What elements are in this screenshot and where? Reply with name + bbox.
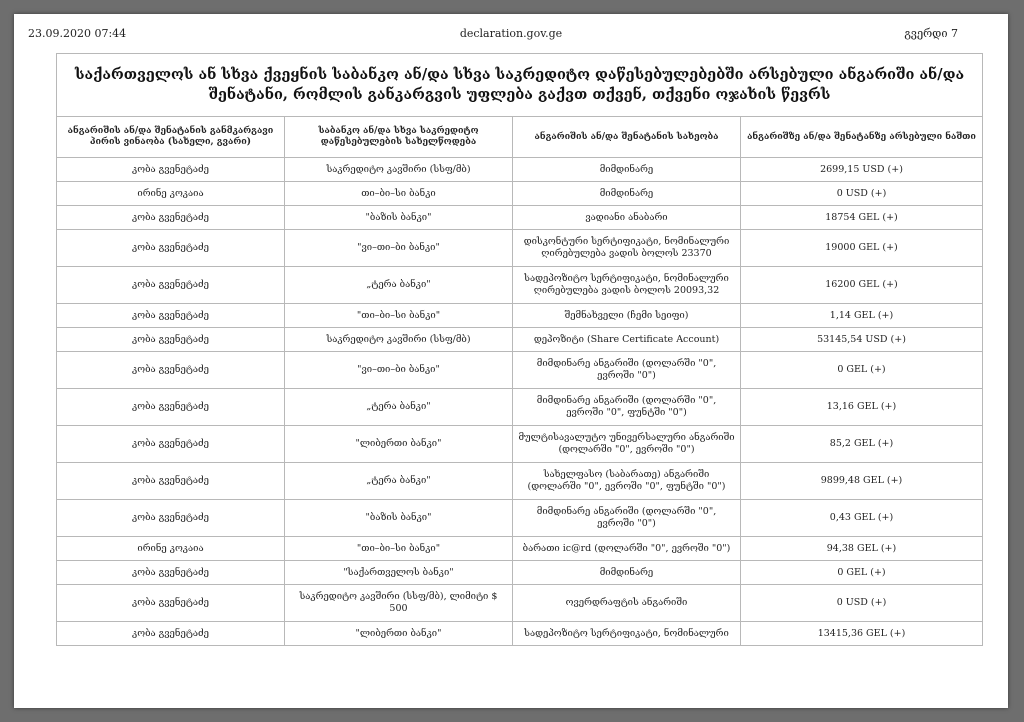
cell-balance: 13,16 GEL (+) xyxy=(741,389,983,426)
cell-bank: "ვი–თი–ბი ბანკი" xyxy=(285,352,513,389)
cell-account-type: სადეპოზიტო სერტიფიკატი, ნომინალური ღირებულება ვადის ბოლოს 20093,32 xyxy=(513,267,741,304)
cell-owner: კობა გვენეტაძე xyxy=(57,304,285,328)
cell-balance: 94,38 GEL (+) xyxy=(741,537,983,561)
cell-bank: "საქართველოს ბანკი" xyxy=(285,561,513,585)
cell-balance: 53145,54 USD (+) xyxy=(741,328,983,352)
cell-account-type: მიმდინარე ანგარიში (დოლარში "0", ევროში "0", ფუნტში "0") xyxy=(513,389,741,426)
cell-bank: "ვი–თი–ბი ბანკი" xyxy=(285,230,513,267)
cell-balance: 1,14 GEL (+) xyxy=(741,304,983,328)
cell-bank: „ტერა ბანკი" xyxy=(285,267,513,304)
cell-account-type: შემნახველი (ჩემი სეიფი) xyxy=(513,304,741,328)
table-row xyxy=(57,389,983,426)
cell-account-type: ვადიანი ანაბარი xyxy=(513,206,741,230)
cell-owner: კობა გვენეტაძე xyxy=(57,389,285,426)
cell-account-type: მიმდინარე xyxy=(513,158,741,182)
cell-owner: ირინე კოკაია xyxy=(57,182,285,206)
column-header-owner: ანგარიშის ან/და შენატანის განმკარგავი პირის ვინაობა (სახელი, გვარი) xyxy=(57,117,285,158)
cell-owner: კობა გვენეტაძე xyxy=(57,267,285,304)
cell-owner: ირინე კოკაია xyxy=(57,537,285,561)
cell-bank: "თი–ბი–სი ბანკი" xyxy=(285,304,513,328)
cell-balance: 0 GEL (+) xyxy=(741,561,983,585)
cell-balance: 0,43 GEL (+) xyxy=(741,500,983,537)
cell-owner: კობა გვენეტაძე xyxy=(57,585,285,622)
cell-bank: "ბაზის ბანკი" xyxy=(285,500,513,537)
cell-bank: თი–ბი–სი ბანკი xyxy=(285,182,513,206)
cell-owner: კობა გვენეტაძე xyxy=(57,328,285,352)
cell-bank: "ბაზის ბანკი" xyxy=(285,206,513,230)
table-row xyxy=(57,561,983,585)
cell-bank: საკრედიტო კავშირი (სსფ/მბ) xyxy=(285,158,513,182)
table-row xyxy=(57,537,983,561)
table-row xyxy=(57,352,983,389)
cell-bank: "ლიბერთი ბანკი" xyxy=(285,622,513,646)
cell-balance: 13415,36 GEL (+) xyxy=(741,622,983,646)
table-row xyxy=(57,585,983,622)
cell-bank: საკრედიტო კავშირი (სსფ/მბ) xyxy=(285,328,513,352)
column-header-type: ანგარიშის ან/და შენატანის სახეობა xyxy=(513,117,741,158)
cell-balance: 9899,48 GEL (+) xyxy=(741,463,983,500)
cell-account-type: დისკონტური სერტიფიკატი, ნომინალური ღირებულება ვადის ბოლოს 23370 xyxy=(513,230,741,267)
cell-owner: კობა გვენეტაძე xyxy=(57,230,285,267)
cell-owner: კობა გვენეტაძე xyxy=(57,158,285,182)
cell-balance: 0 GEL (+) xyxy=(741,352,983,389)
cell-balance: 16200 GEL (+) xyxy=(741,267,983,304)
table-row xyxy=(57,500,983,537)
print-site: declaration.gov.ge xyxy=(459,27,563,40)
table-row xyxy=(57,206,983,230)
cell-bank: „ტერა ბანკი" xyxy=(285,463,513,500)
table-row xyxy=(57,622,983,646)
cell-bank: „ტერა ბანკი" xyxy=(285,389,513,426)
cell-bank: საკრედიტო კავშირი (სსფ/მბ), ლიმიტი $ 500 xyxy=(285,585,513,622)
cell-account-type: მიმდინარე xyxy=(513,182,741,206)
cell-account-type: ბარათი ic@rd (დოლარში "0", ევროში "0") xyxy=(513,537,741,561)
cell-owner: კობა გვენეტაძე xyxy=(57,622,285,646)
table-row xyxy=(57,426,983,463)
table-row xyxy=(57,267,983,304)
table-row xyxy=(57,158,983,182)
column-header-balance: ანგარიშზე ან/და შენატანზე არსებული ნაშთი xyxy=(741,117,983,158)
table-row xyxy=(57,304,983,328)
table-row xyxy=(57,182,983,206)
table-row xyxy=(57,230,983,267)
cell-owner: კობა გვენეტაძე xyxy=(57,206,285,230)
cell-balance: 0 USD (+) xyxy=(741,585,983,622)
print-datetime: 23.09.2020 07:44 xyxy=(28,27,127,40)
table-row xyxy=(57,328,983,352)
table-body xyxy=(57,158,983,646)
page-number: გვერდი 7 xyxy=(904,27,958,40)
cell-owner: კობა გვენეტაძე xyxy=(57,426,285,463)
document-page xyxy=(14,14,1008,708)
cell-account-type: მიმდინარე ანგარიში (დოლარში "0", ევროში "0") xyxy=(513,352,741,389)
cell-owner: კობა გვენეტაძე xyxy=(57,352,285,389)
cell-balance: 19000 GEL (+) xyxy=(741,230,983,267)
table-title: საქართველოს ან სხვა ქვეყნის საბანკო ან/და სხვა საკრედიტო დაწესებულებებში არსებული ანგარიში ან/და შენატანი, რომლის განკარგვის უფლება გაქვთ თქვენ, თქვენი ოჯახის წევრს xyxy=(57,54,983,117)
cell-balance: 2699,15 USD (+) xyxy=(741,158,983,182)
table-row xyxy=(57,463,983,500)
cell-account-type: სახელფასო (საბარათე) ანგარიში (დოლარში "0", ევროში "0", ფუნტში "0") xyxy=(513,463,741,500)
cell-owner: კობა გვენეტაძე xyxy=(57,500,285,537)
cell-account-type: სადეპოზიტო სერტიფიკატი, ნომინალური xyxy=(513,622,741,646)
cell-balance: 0 USD (+) xyxy=(741,182,983,206)
cell-owner: კობა გვენეტაძე xyxy=(57,463,285,500)
cell-bank: "თი–ბი–სი ბანკი" xyxy=(285,537,513,561)
cell-account-type: მულტისავალუტო უნივერსალური ანგარიში (დოლარში "0", ევროში "0") xyxy=(513,426,741,463)
cell-account-type: მიმდინარე ანგარიში (დოლარში "0", ევროში "0") xyxy=(513,500,741,537)
cell-account-type: დეპოზიტი (Share Certificate Account) xyxy=(513,328,741,352)
cell-account-type: მიმდინარე xyxy=(513,561,741,585)
cell-balance: 18754 GEL (+) xyxy=(741,206,983,230)
cell-balance: 85,2 GEL (+) xyxy=(741,426,983,463)
cell-owner: კობა გვენეტაძე xyxy=(57,561,285,585)
accounts-table xyxy=(56,53,983,646)
print-header xyxy=(14,14,1008,54)
cell-bank: "ლიბერთი ბანკი" xyxy=(285,426,513,463)
cell-account-type: ოვერდრაფტის ანგარიში xyxy=(513,585,741,622)
column-header-bank: საბანკო ან/და სხვა საკრედიტო დაწესებულების სახელწოდება xyxy=(285,117,513,158)
